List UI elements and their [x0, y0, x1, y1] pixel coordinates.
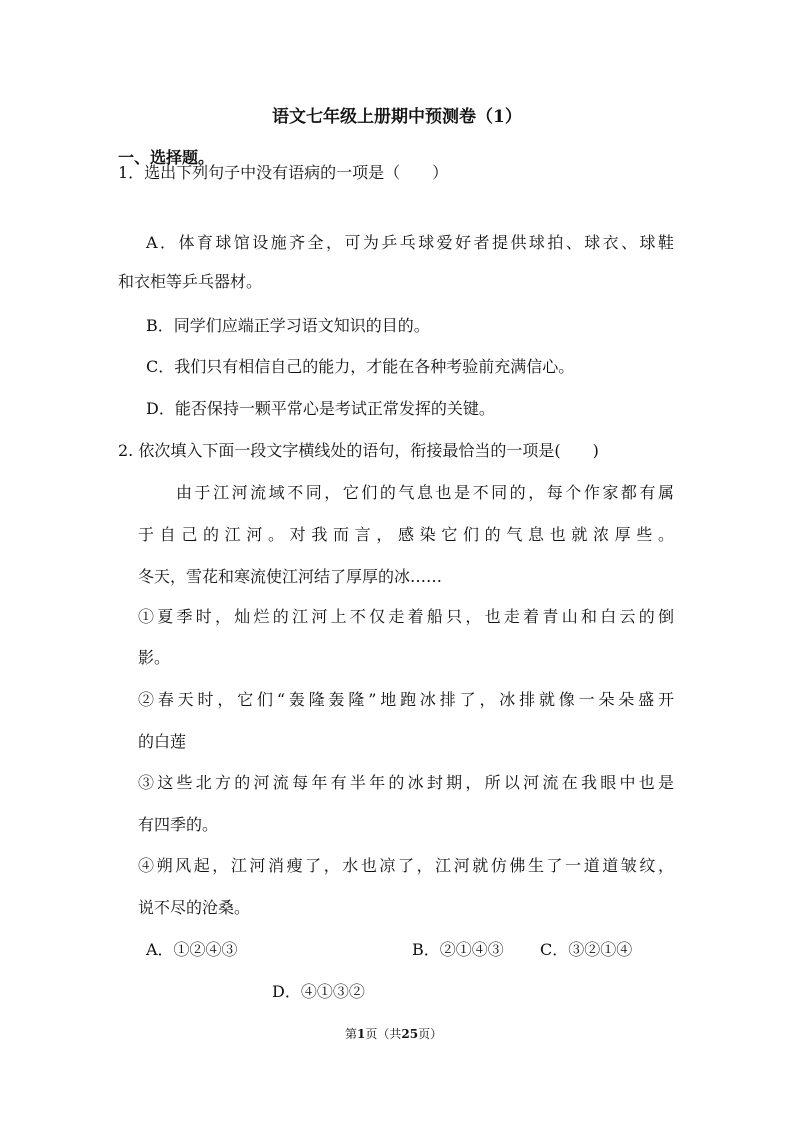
q2-passage-line2: 于自己的江河。对我而言，感染它们的气息也就浓厚些。 [138, 525, 674, 544]
section-heading: 一、选择题。 [118, 148, 215, 167]
q2-sentence-1-line1: ①夏季时，灿烂的江河上不仅走着船只，也走着青山和白云的倒 [138, 607, 674, 626]
q2-sentence-3-line2: 有四季的。 [138, 815, 219, 834]
footer-total-pages: 25 [401, 1027, 419, 1041]
q2-option-d: D．④①③② [272, 982, 365, 1001]
q2-passage-line1: 由于江河流域不同，它们的气息也是不同的，每个作家都有属 [176, 483, 674, 502]
q2-option-b: B．②①④③ [412, 940, 504, 959]
q2-sentence-4-line1: ④朔风起，江河消瘦了，水也凉了，江河就仿佛生了一道道皱纹， [138, 856, 674, 875]
q2-sentence-1-line2: 影。 [138, 648, 171, 667]
q1-stem: 1．选出下列句子中没有语病的一项是（ ） [118, 163, 449, 182]
q1-option-a-line1: A．体育球馆设施齐全，可为乒乓球爱好者提供球拍、球衣、球鞋 [146, 233, 674, 252]
q1-option-b: B．同学们应端正学习语文知识的目的。 [146, 316, 430, 335]
q1-option-a-line2: 和衣柜等乒乓器材。 [118, 272, 263, 291]
q2-option-c: C．③②①④ [540, 940, 633, 959]
page-title: 语文七年级上册期中预测卷（1） [272, 107, 522, 127]
footer-middle: 页（共 [365, 1027, 402, 1041]
q1-option-c: C．我们只有相信自己的能力，才能在各种考验前充满信心。 [146, 357, 575, 376]
q1-option-d: D．能否保持一颗平常心是考试正常发挥的关键。 [146, 399, 495, 418]
q2-sentence-2-line1: ②春天时，它们“轰隆轰隆”地跑冰排了，冰排就像一朵朵盛开 [138, 690, 674, 709]
q2-sentence-2-line2: 的白莲 [138, 732, 187, 751]
q2-sentence-4-line2: 说不尽的沧桑。 [138, 898, 251, 917]
footer-suffix: 页） [418, 1027, 443, 1041]
page-footer [345, 1026, 442, 1042]
footer-page-number: 1 [357, 1027, 366, 1041]
footer-prefix: 第 [345, 1027, 358, 1041]
q2-option-a: A．①②④③ [146, 940, 238, 959]
q2-passage-line3: 冬天，雪花和寒流使江河结了厚厚的冰…… [138, 567, 443, 586]
q2-stem: 2. 依次填入下面一段文字横线处的语句，衔接最恰当的一项是( ) [118, 441, 599, 460]
q2-sentence-3-line1: ③这些北方的河流每年有半年的冰封期，所以河流在我眼中也是 [138, 773, 674, 792]
